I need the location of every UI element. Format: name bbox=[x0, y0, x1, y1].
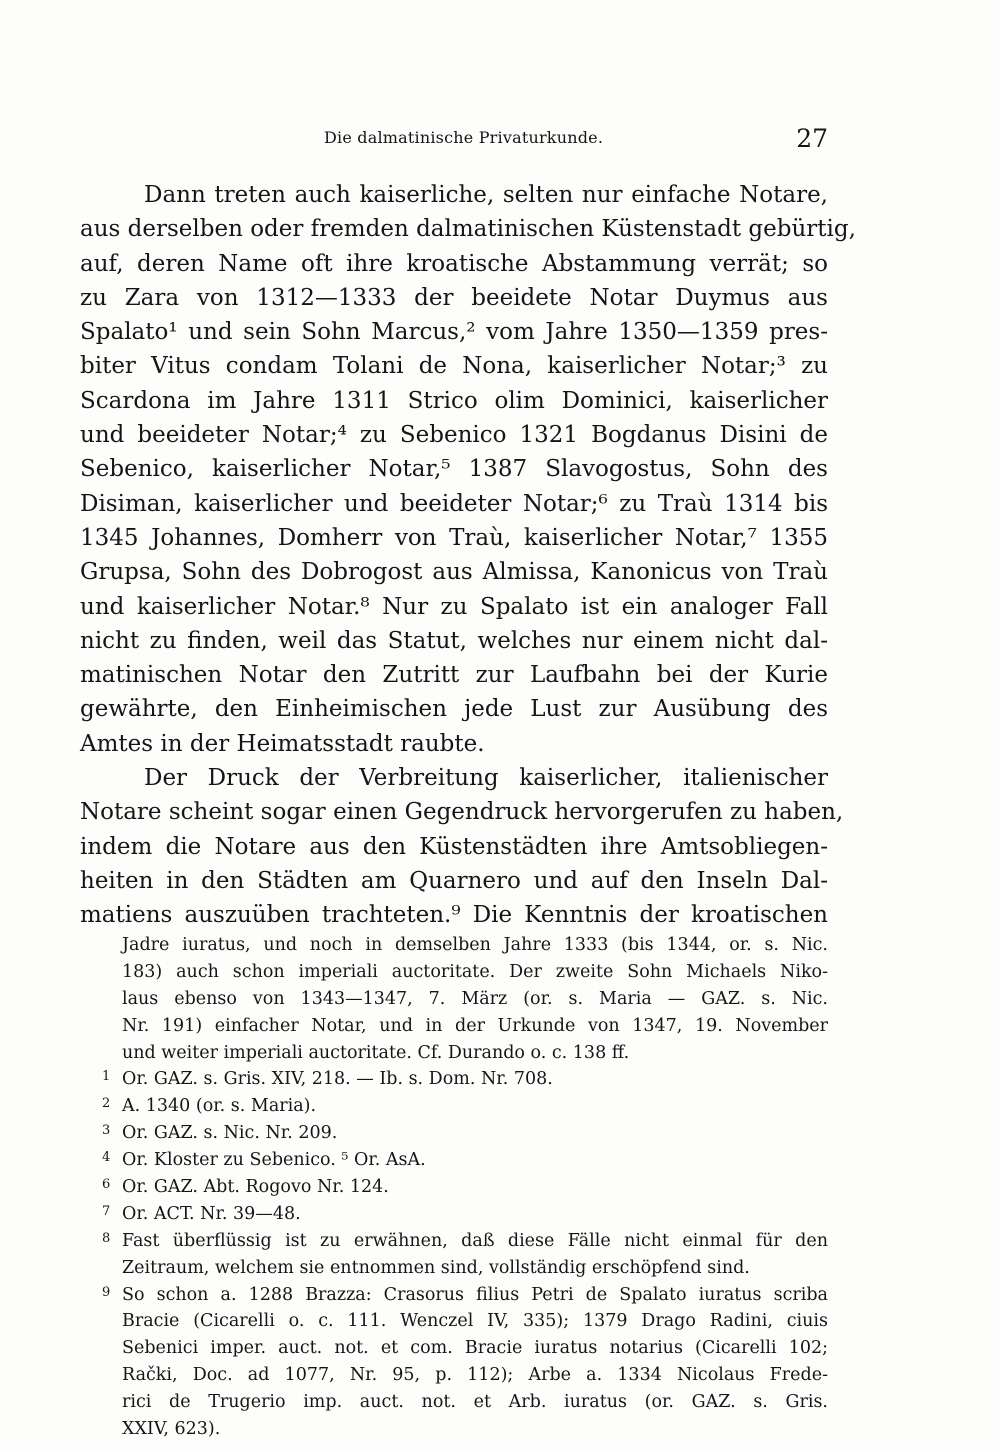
footnote-line bbox=[80, 1228, 828, 1255]
footnote-number: 9 bbox=[102, 1284, 111, 1300]
text-line: Scardona im Jahre 1311 Strico olim Dominici, kaiserlicher bbox=[80, 387, 828, 414]
text-line: Notare scheint sogar einen Gegendruck hervorgerufen zu haben, bbox=[80, 799, 844, 826]
text-line: Der Druck der Verbreitung kaiserlicher, italienischer bbox=[144, 765, 828, 792]
footnote-line bbox=[80, 1389, 828, 1416]
footnote-line bbox=[80, 1255, 828, 1282]
footnote-text: Or. ACT. Nr. 39—48. bbox=[122, 1203, 301, 1224]
footnote-number: 8 bbox=[102, 1230, 111, 1246]
footnote-line bbox=[80, 1093, 828, 1120]
text-line: matinischen Notar den Zutritt zur Laufbahn bei der Kurie bbox=[80, 662, 828, 689]
footnote-text: XXIV, 623). bbox=[122, 1419, 221, 1440]
footnote-text: Or. GAZ. s. Gris. XIV, 218. — Ib. s. Dom. Nr. 708. bbox=[122, 1069, 553, 1090]
text-line: nicht zu finden, weil das Statut, welches nur einem nicht dal- bbox=[80, 627, 828, 654]
footnote-number: 2 bbox=[102, 1096, 111, 1112]
footnote-text: Jadre iuratus, und noch in demselben Jahre 1333 (bis 1344, or. s. Nic. bbox=[122, 935, 828, 955]
text-line: Amtes in der Heimatsstadt raubte. bbox=[80, 730, 485, 757]
footnote-text: Zeitraum, welchem sie entnommen sind, vollständig erschöpfend sind. bbox=[122, 1257, 750, 1278]
footnote-text: Sebenici imper. auct. not. et com. Bracie iuratus notarius (Cicarelli 102; bbox=[122, 1338, 828, 1359]
footnote-number: 3 bbox=[102, 1123, 111, 1139]
text-line: biter Vitus condam Tolani de Nona, kaiserlicher Notar;³ zu bbox=[80, 353, 828, 380]
footnote-number: 7 bbox=[102, 1203, 111, 1219]
page-number: 27 bbox=[796, 124, 828, 153]
footnote-text: Nr. 191) einfacher Notar, und in der Urkunde von 1347, 19. November bbox=[122, 1015, 828, 1036]
text-line: indem die Notare aus den Küstenstädten ihre Amtsobliegen- bbox=[80, 833, 828, 860]
footnote-line bbox=[80, 1308, 828, 1335]
text-line: Dann treten auch kaiserliche, selten nur einfache Notare, bbox=[144, 182, 828, 208]
footnote-text: 183) auch schon imperiali auctoritate. Der zweite Sohn Michaels Niko- bbox=[122, 961, 828, 982]
footnote-number: 1 bbox=[102, 1069, 111, 1085]
footnote-line bbox=[80, 1013, 828, 1040]
text-line: Spalato¹ und sein Sohn Marcus,² vom Jahre 1350—1359 pres- bbox=[80, 319, 828, 346]
footnote-line bbox=[80, 1040, 828, 1067]
footnote-line bbox=[80, 1201, 828, 1228]
text-line: aus derselben oder fremden dalmatinischen Küstenstadt gebürtig, bbox=[80, 216, 856, 243]
text-line: und beeideter Notar;⁴ zu Sebenico 1321 Bogdanus Disini de bbox=[80, 422, 828, 449]
footnote-line bbox=[80, 1335, 828, 1362]
running-title: Die dalmatinische Privaturkunde. bbox=[324, 128, 604, 147]
footnote-text: Or. GAZ. Abt. Rogovo Nr. 124. bbox=[122, 1177, 389, 1198]
text-line: matiens auszuüben trachteten.⁹ Die Kenntnis der kroatischen bbox=[80, 902, 828, 929]
footnote-line bbox=[80, 959, 828, 986]
text-line: Grupsa, Sohn des Dobrogost aus Almissa, Kanonicus von Traù bbox=[80, 559, 828, 586]
footnote-line bbox=[80, 1416, 828, 1443]
footnote-number: 4 bbox=[102, 1150, 111, 1166]
footnote-text: A. 1340 (or. s. Maria). bbox=[122, 1096, 317, 1117]
text-line: Disiman, kaiserlicher und beeideter Notar;⁶ zu Traù 1314 bis bbox=[80, 490, 828, 517]
footnote-text: Or. Kloster zu Sebenico. ⁵ Or. AsA. bbox=[122, 1150, 426, 1171]
footnote-text: Or. GAZ. s. Nic. Nr. 209. bbox=[122, 1123, 338, 1144]
footnote-line bbox=[80, 1282, 828, 1309]
main-text bbox=[80, 178, 856, 933]
text-line: 1345 Johannes, Domherr von Traù, kaiserlicher Notar,⁷ 1355 bbox=[80, 524, 828, 551]
footnote-line bbox=[80, 1066, 828, 1093]
footnote-line bbox=[80, 1362, 828, 1389]
text-line: gewährte, den Einheimischen jede Lust zur Ausübung des bbox=[80, 696, 828, 723]
footnote-line bbox=[80, 932, 828, 959]
footnote-line bbox=[80, 1120, 828, 1147]
footnote-line bbox=[80, 1147, 828, 1174]
footnote-number: 6 bbox=[102, 1177, 111, 1193]
footnotes bbox=[80, 932, 828, 1443]
footnote-line bbox=[80, 986, 828, 1013]
footnote-text: So schon a. 1288 Brazza: Crasorus filius Petri de Spalato iuratus scriba bbox=[122, 1284, 828, 1305]
footnote-text: Fast überflüssig ist zu erwähnen, daß diese Fälle nicht einmal für den bbox=[122, 1230, 828, 1251]
footnote-text: laus ebenso von 1343—1347, 7. März (or. s. Maria — GAZ. s. Nic. bbox=[122, 988, 828, 1009]
text-line: heiten in den Städten am Quarnero und auf den Inseln Dal- bbox=[80, 867, 828, 894]
footnote-text: Rački, Doc. ad 1077, Nr. 95, p. 112); Arbe a. 1334 Nicolaus Frede- bbox=[122, 1365, 828, 1386]
text-line: auf, deren Name oft ihre kroatische Abstammung verrät; so bbox=[80, 250, 828, 277]
footnote-text: Bracie (Cicarelli o. c. 111. Wenczel IV, 335); 1379 Drago Radini, ciuis bbox=[122, 1311, 828, 1332]
footnote-line bbox=[80, 1174, 828, 1201]
text-line: zu Zara von 1312—1333 der beeidete Notar Duymus aus bbox=[80, 284, 828, 311]
text-line: und kaiserlicher Notar.⁸ Nur zu Spalato ist ein analoger Fall bbox=[80, 593, 828, 620]
footnote-text: rici de Trugerio imp. auct. not. et Arb. iuratus (or. GAZ. s. Gris. bbox=[122, 1392, 828, 1413]
text-line: Sebenico, kaiserlicher Notar,⁵ 1387 Slavogostus, Sohn des bbox=[80, 456, 828, 483]
page-header bbox=[80, 124, 828, 152]
footnote-text: und weiter imperiali auctoritate. Cf. Durando o. c. 138 ff. bbox=[122, 1042, 630, 1063]
